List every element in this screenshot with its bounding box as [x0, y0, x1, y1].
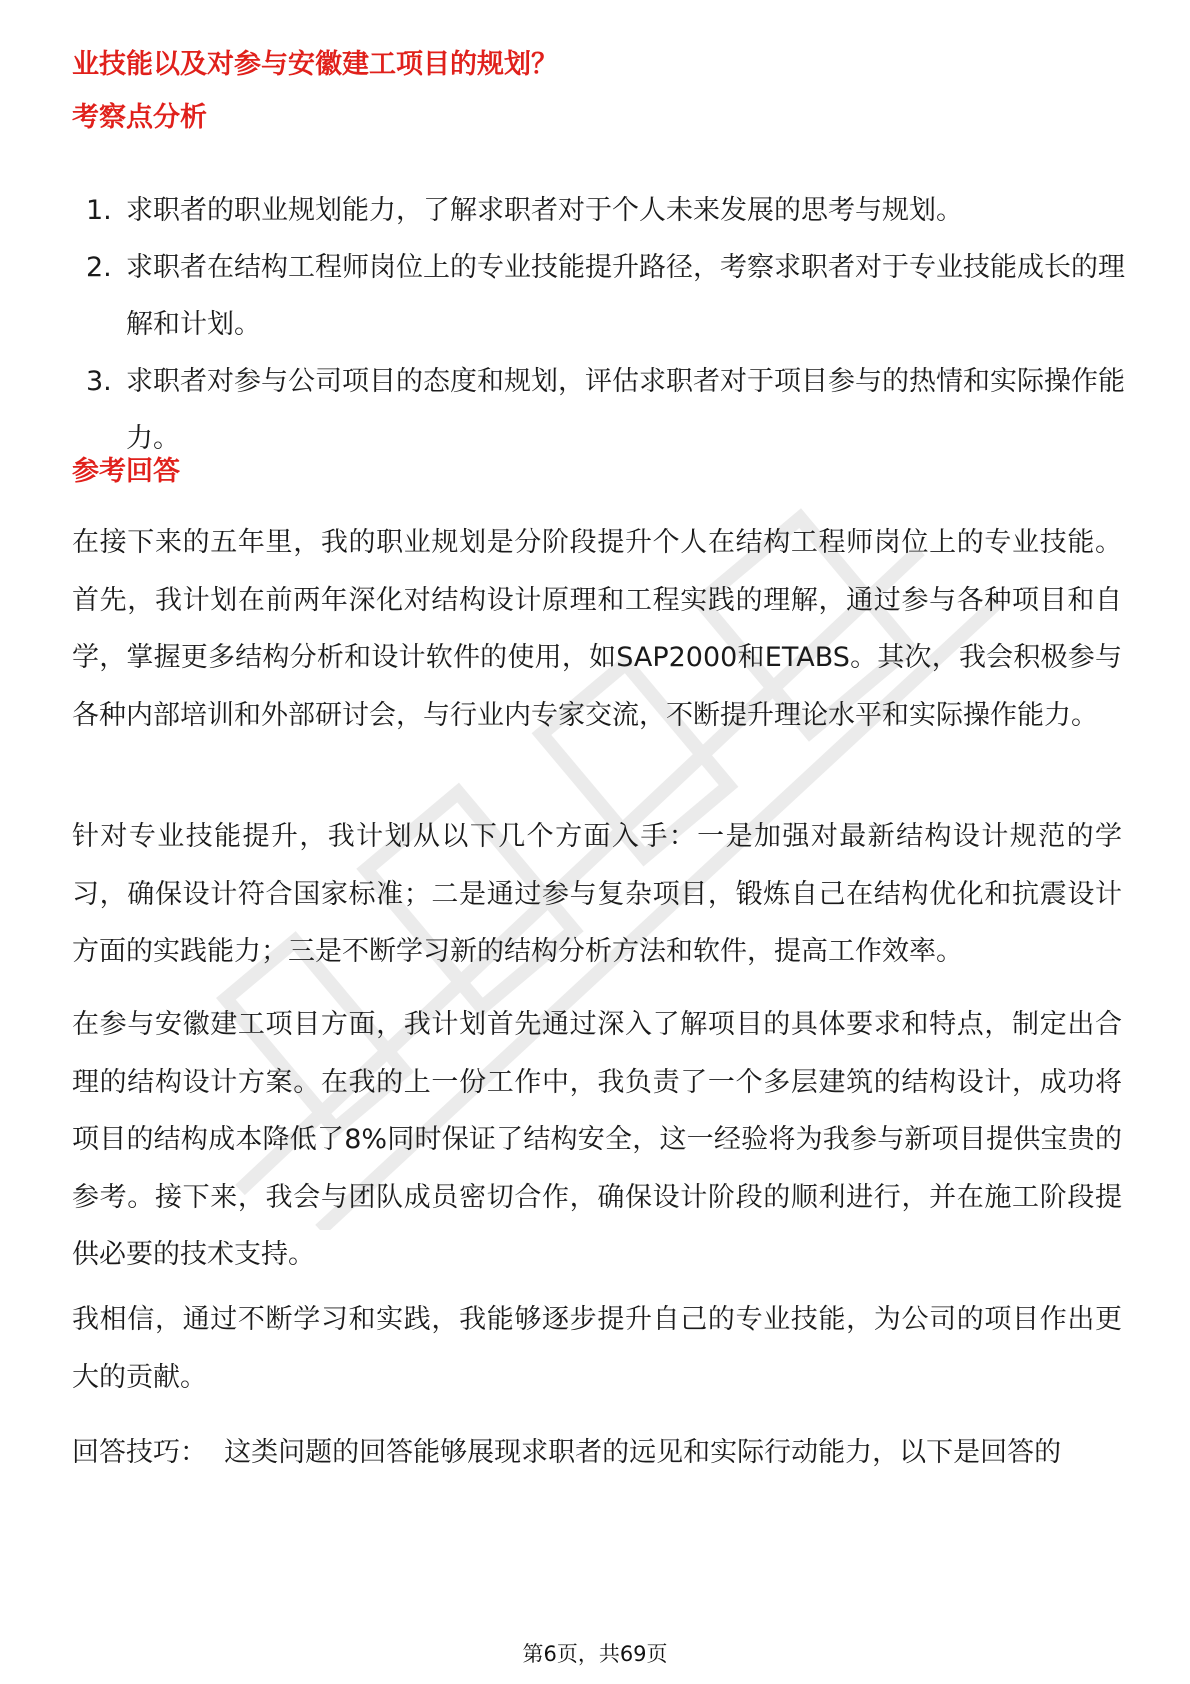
list-number: 3. [86, 366, 112, 397]
answer-tips-paragraph: 回答技巧： 这类问题的回答能够展现求职者的远见和实际行动能力，以下是回答的 [72, 1437, 1062, 1468]
question-heading-continued: 业技能以及对参与安徽建工项目的规划？ [72, 49, 558, 80]
analysis-title: 考察点分析 [72, 102, 207, 133]
answer-title: 参考回答 [72, 456, 180, 487]
list-item [72, 239, 1132, 353]
page-footer: 第6页，共69页 [522, 1642, 668, 1666]
list-item [72, 182, 1132, 239]
list-item [72, 353, 1132, 467]
answer-paragraph: 我相信，通过不断学习和实践，我能够逐步提升自己的专业技能，为公司的项目作出更大的贡献。 [72, 1304, 1122, 1393]
list-item-text: 求职者在结构工程师岗位上的专业技能提升路径，考察求职者对于专业技能成长的理解和计划。 [126, 252, 1125, 340]
answer-paragraph: 在参与安徽建工项目方面，我计划首先通过深入了解项目的具体要求和特点，制定出合理的结构设计方案。在我的上一份工作中，我负责了一个多层建筑的结构设计，成功将项目的结构成本降低了8%同时保证了结构安全，这一经验将为我参与新项目提供宝贵的参考。接下来，我会与团队成员密切合作，确保设计阶段的顺利进行，并在施工阶段提供必要的技术支持。 [72, 1009, 1122, 1270]
analysis-list [72, 182, 1132, 467]
list-item-text: 求职者对参与公司项目的态度和规划，评估求职者对于项目参与的热情和实际操作能力。 [126, 366, 1125, 454]
list-number: 1. [86, 195, 112, 226]
answer-paragraph: 针对专业技能提升，我计划从以下几个方面入手：一是加强对最新结构设计规范的学习，确保设计符合国家标准；二是通过参与复杂项目，锻炼自己在结构优化和抗震设计方面的实践能力；三是不断学习新的结构分析方法和软件，提高工作效率。 [72, 821, 1122, 967]
list-number: 2. [86, 252, 112, 283]
list-item-text: 求职者的职业规划能力，了解求职者对于个人未来发展的思考与规划。 [126, 195, 963, 226]
answer-paragraph: 在接下来的五年里，我的职业规划是分阶段提升个人在结构工程师岗位上的专业技能。首先，我计划在前两年深化对结构设计原理和工程实践的理解，通过参与各种项目和自学，掌握更多结构分析和设计软件的使用，如SAP2000和ETABS。其次，我会积极参与各种内部培训和外部研讨会，与行业内专家交流，不断提升理论水平和实际操作能力。 [72, 527, 1122, 731]
